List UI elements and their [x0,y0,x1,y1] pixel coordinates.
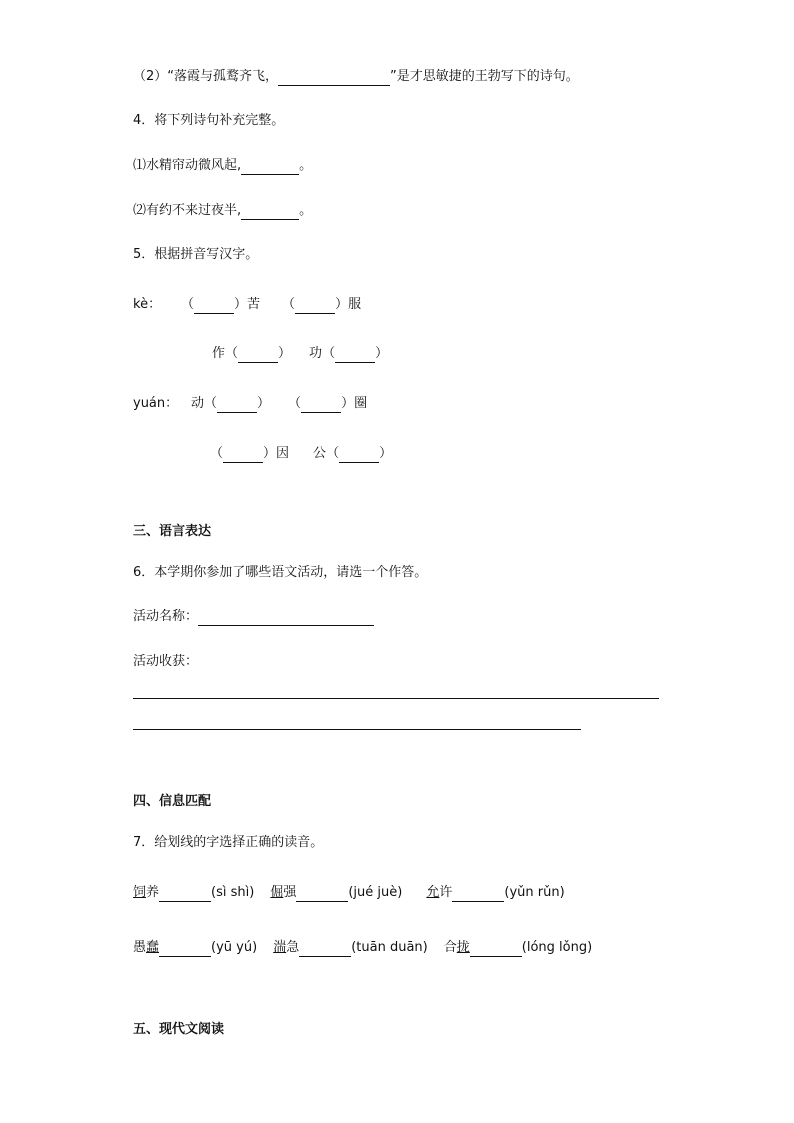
q5-yuan-char4: 公 [313,446,327,461]
q7-word-pre: 愚 [133,940,147,955]
q5-yuan-blank1[interactable] [217,398,257,413]
q7-word-rest: 养 [146,885,160,900]
q7-title: 7．给划线的字选择正确的读音。 [133,835,324,850]
q5-ke-row1 [133,296,361,314]
q5-ke-item4 [309,345,388,363]
q4-line1-blank[interactable] [241,160,299,175]
q7-options: (sì shì) [211,885,255,900]
q5-ke-item3 [212,345,291,363]
q6-gain-line1[interactable] [133,698,659,699]
q5-yuan-char1: 动 [191,396,205,411]
paren-open: （ [326,446,340,461]
q5-yuan-blank3[interactable] [223,448,263,463]
q4-line2 [133,202,312,220]
section4-heading: 四、信息匹配 [133,794,212,809]
q5-title: 5．根据拼音写汉字。 [133,247,259,262]
q7-options: (tuān duān) [351,940,428,955]
q6-name-label: 活动名称： [133,609,199,624]
q7-underlined-char: 饲 [133,885,147,900]
q7-row1 [133,884,565,902]
q5-yuan-char2: 圈 [354,396,368,411]
paren-open: （ [204,396,218,411]
q5-ke-pinyin: kè： [133,297,162,312]
paren-close: ） [278,346,292,361]
paren-close: ） [375,346,389,361]
q5-yuan-item4 [313,445,392,463]
q5-yuan-row2 [210,445,392,463]
paren-close: ） [341,396,355,411]
q4-line1-suffix: 。 [299,158,313,173]
q7-word-rest: 急 [286,940,300,955]
paren-open: （ [225,346,239,361]
q6-gain-label: 活动收获： [133,654,199,669]
q7-underlined-char: 允 [426,885,440,900]
q7-blank-yunxu[interactable] [452,887,504,902]
paren-close: ） [335,297,349,312]
section3-heading: 三、语言表达 [133,524,212,539]
q7-word-rest: 强 [283,885,297,900]
q7-blank-helong[interactable] [470,942,522,957]
q7-word-pre: 合 [443,940,457,955]
q4-line2-blank[interactable] [241,205,299,220]
q5-yuan-char3: 因 [276,446,290,461]
q3-2-suffix: ”是才思敏捷的王勃写下的诗句。 [390,69,579,84]
paren-close: ） [234,297,248,312]
q6-name-row [133,608,374,626]
paren-open: （ [210,446,224,461]
q7-blank-tuanji[interactable] [299,942,351,957]
q5-ke-row2 [212,345,388,363]
paren-open: （ [181,297,195,312]
q7-options: (lóng lǒng) [521,940,593,955]
q6-title: 6．本学期你参加了哪些语文活动，请选一个作答。 [133,565,428,580]
q7-item-helong [444,939,592,957]
q5-ke-blank1[interactable] [194,299,234,314]
q7-underlined-char: 倔 [270,885,284,900]
q5-ke-char2: 服 [348,297,362,312]
q5-ke-char4: 功 [309,346,323,361]
q5-ke-blank2[interactable] [295,299,335,314]
paren-open: （ [322,346,336,361]
q7-blank-juejiang[interactable] [296,887,348,902]
q5-ke-char1: 苦 [247,297,261,312]
q4-line2-suffix: 。 [299,203,313,218]
q7-blank-siyang[interactable] [159,887,211,902]
q7-item-yuchun [133,939,257,957]
q7-underlined-char: 蠢 [146,940,160,955]
q7-item-juejiang [270,884,402,902]
q7-row2 [133,939,592,957]
paren-close: ） [263,446,277,461]
q5-ke-blank3[interactable] [238,348,278,363]
q5-yuan-row1 [133,395,367,413]
q7-underlined-char: 拢 [456,940,470,955]
q5-ke-item1 [181,296,260,314]
q5-yuan-item1 [191,395,270,413]
q5-yuan-pinyin: yuán： [133,396,179,411]
q5-yuan-item3 [210,445,289,463]
q4-line1 [133,157,312,175]
q5-yuan-blank4[interactable] [339,448,379,463]
q5-yuan-blank2[interactable] [301,398,341,413]
paren-close: ） [379,446,393,461]
q5-ke-char3: 作 [212,346,226,361]
paren-open: （ [282,297,296,312]
q7-word-rest: 许 [439,885,453,900]
q5-ke-item2 [282,296,361,314]
q4-line1-prefix: ⑴水精帘动微风起, [133,158,242,173]
q7-item-tuanji [273,939,428,957]
section5-heading: 五、现代文阅读 [133,1022,225,1037]
q3-2-blank[interactable] [278,71,390,86]
q7-options: (yū yú) [211,940,258,955]
q5-ke-blank4[interactable] [335,348,375,363]
q4-line2-prefix: ⑵有约不来过夜半, [133,203,242,218]
q6-gain-line2[interactable] [133,729,581,730]
q7-underlined-char: 湍 [273,940,287,955]
paren-open: （ [288,396,302,411]
q7-blank-yuchun[interactable] [159,942,211,957]
q7-options: (jué juè) [348,885,403,900]
paren-close: ） [257,396,271,411]
q4-title: 4．将下列诗句补充完整。 [133,113,285,128]
q7-item-yunxu [426,884,564,902]
q6-name-blank[interactable] [198,611,374,626]
q5-yuan-item2 [288,395,367,413]
q3-2-line [133,68,579,86]
q3-2-prefix: （2）“落霞与孤鹜齐飞， [133,69,279,84]
q7-item-siyang [133,884,254,902]
q7-options: (yǔn rǔn) [504,885,565,900]
